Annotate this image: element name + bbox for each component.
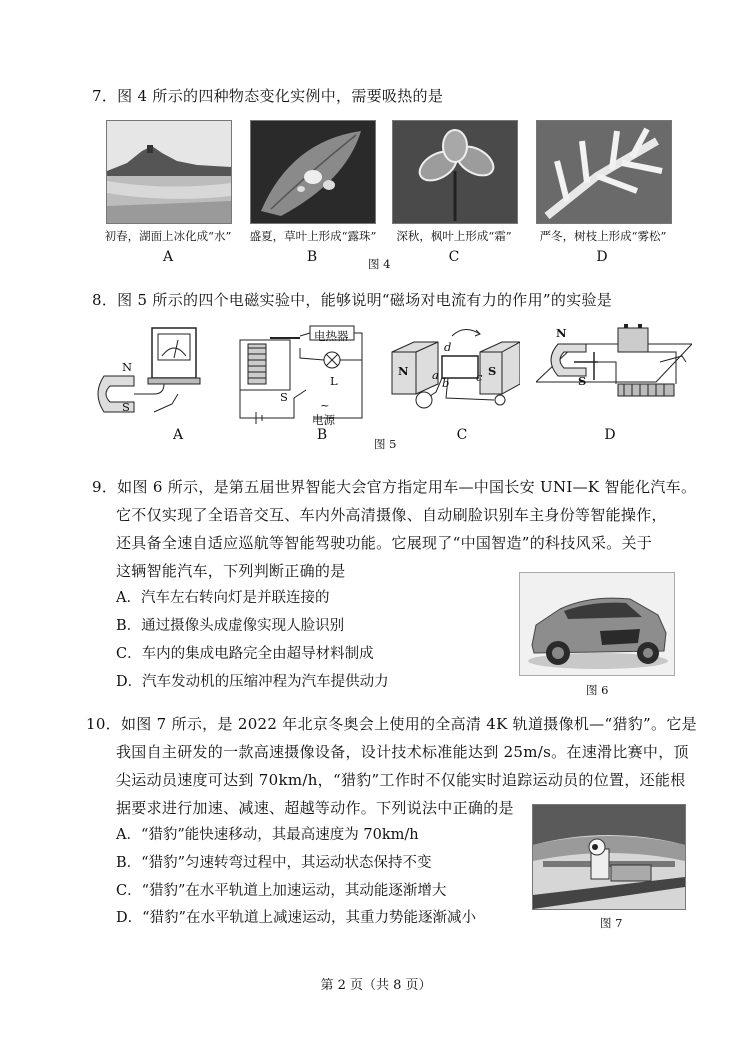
q7-caption-c: 深秋，枫叶上形成“霜” <box>396 229 512 243</box>
q7-letter-c: C <box>448 249 460 265</box>
q8-figure-label: 图 5 <box>374 437 397 451</box>
q8-c-a-label: a <box>432 368 439 382</box>
q7-letter-a: A <box>162 249 174 265</box>
q8-b-l-label: L <box>330 374 338 388</box>
page-footer: 第 2 页（共 8 页） <box>320 978 432 993</box>
q8-d-s-label: S <box>578 374 587 388</box>
q10-option-c: C．“猎豹”在水平轨道上加速运动，其动能逐渐增大 <box>116 883 447 899</box>
q8-diagram-d <box>536 322 692 422</box>
q9-line-3: 还具备全速自适应巡航等智能驾驶功能。它展现了“中国智造”的科技风采。关于 <box>116 534 653 552</box>
q7-photo-a <box>106 120 232 224</box>
q8-b-s-label: S <box>280 390 288 404</box>
q8-diagram-b <box>234 318 368 428</box>
q7-letter-d: D <box>596 249 608 265</box>
q8-letter-d: D <box>604 427 616 443</box>
q10-line-3: 尖运动员速度可达到 70km/h，“猎豹”工作时不仅能实时追踪运动员的位置，还能根 <box>116 771 686 789</box>
q10-camera-photo <box>532 804 686 910</box>
q7-photo-b <box>250 120 376 224</box>
q8-b-tilde-label: ~ <box>320 398 330 412</box>
q9-option-a: A．汽车左右转向灯是并联连接的 <box>116 590 330 606</box>
q10-option-b: B．“猎豹”匀速转弯过程中，其运动状态保持不变 <box>116 855 432 871</box>
q9-option-d: D．汽车发动机的压缩冲程为汽车提供动力 <box>116 674 389 690</box>
q9-figure-label: 图 6 <box>586 683 609 697</box>
q8-b-power-label: 电源 <box>312 413 335 427</box>
q7-caption-b: 盛夏，草叶上形成“露珠” <box>249 229 377 243</box>
q8-c-d-label: d <box>444 340 452 354</box>
q8-b-heater-label: 电热器 <box>314 329 349 343</box>
q9-car-photo <box>519 572 675 676</box>
q8-c-c-label: c <box>476 370 483 384</box>
q9-line-4: 这辆智能汽车，下列判断正确的是 <box>116 562 346 580</box>
q8-c-s-label: S <box>488 364 497 378</box>
q9-line-2: 它不仅实现了全语音交互、车内外高清摄像、自动刷脸识别车主身份等智能操作， <box>116 506 667 524</box>
q9-line-1: 9．如图 6 所示，是第五届世界智能大会官方指定用车—中国长安 UNI—K 智能化汽车。 <box>92 478 697 496</box>
q7-photo-c <box>392 120 518 224</box>
q8-diagram-c <box>390 322 520 422</box>
q7-caption-a: 初春，湖面上冰化成“水” <box>104 229 232 243</box>
q8-stem: 8．图 5 所示的四个电磁实验中，能够说明“磁场对电流有力的作用”的实验是 <box>92 291 613 309</box>
q10-line-4: 据要求进行加速、减速、超越等动作。下列说法中正确的是 <box>116 799 514 817</box>
q7-caption-d: 严冬，树枝上形成“雾松” <box>539 229 667 243</box>
q9-option-c: C．车内的集成电路完全由超导材料制成 <box>116 646 374 662</box>
q8-c-b-label: b <box>442 376 450 390</box>
q10-option-d: D．“猎豹”在水平轨道上减速运动，其重力势能逐渐减小 <box>116 910 476 926</box>
q8-letter-b: B <box>316 427 328 443</box>
q8-diagram-a <box>94 322 218 422</box>
q10-line-2: 我国自主研发的一款高速摄像设备，设计技术标准能达到 25m/s。在速滑比赛中，顶 <box>116 743 689 761</box>
q7-letter-b: B <box>306 249 318 265</box>
q7-stem: 7．图 4 所示的四种物态变化实例中，需要吸热的是 <box>92 87 444 105</box>
q7-photo-d <box>536 120 672 224</box>
q10-option-a: A．“猎豹”能快速移动，其最高速度为 70km/h <box>116 827 419 843</box>
q8-d-n-label: N <box>556 326 567 340</box>
q8-a-n-label: N <box>122 360 133 374</box>
q8-letter-a: A <box>172 427 184 443</box>
q10-figure-label: 图 7 <box>600 916 623 930</box>
q10-line-1: 10．如图 7 所示，是 2022 年北京冬奥会上使用的全高清 4K 轨道摄像机—“猎豹”。它是 <box>86 715 697 733</box>
q8-c-n-label: N <box>398 364 409 378</box>
q8-a-s-label: S <box>122 400 130 414</box>
q7-figure-label: 图 4 <box>368 257 391 271</box>
q8-letter-c: C <box>456 427 468 443</box>
q9-option-b: B．通过摄像头成虚像实现人脸识别 <box>116 618 345 634</box>
